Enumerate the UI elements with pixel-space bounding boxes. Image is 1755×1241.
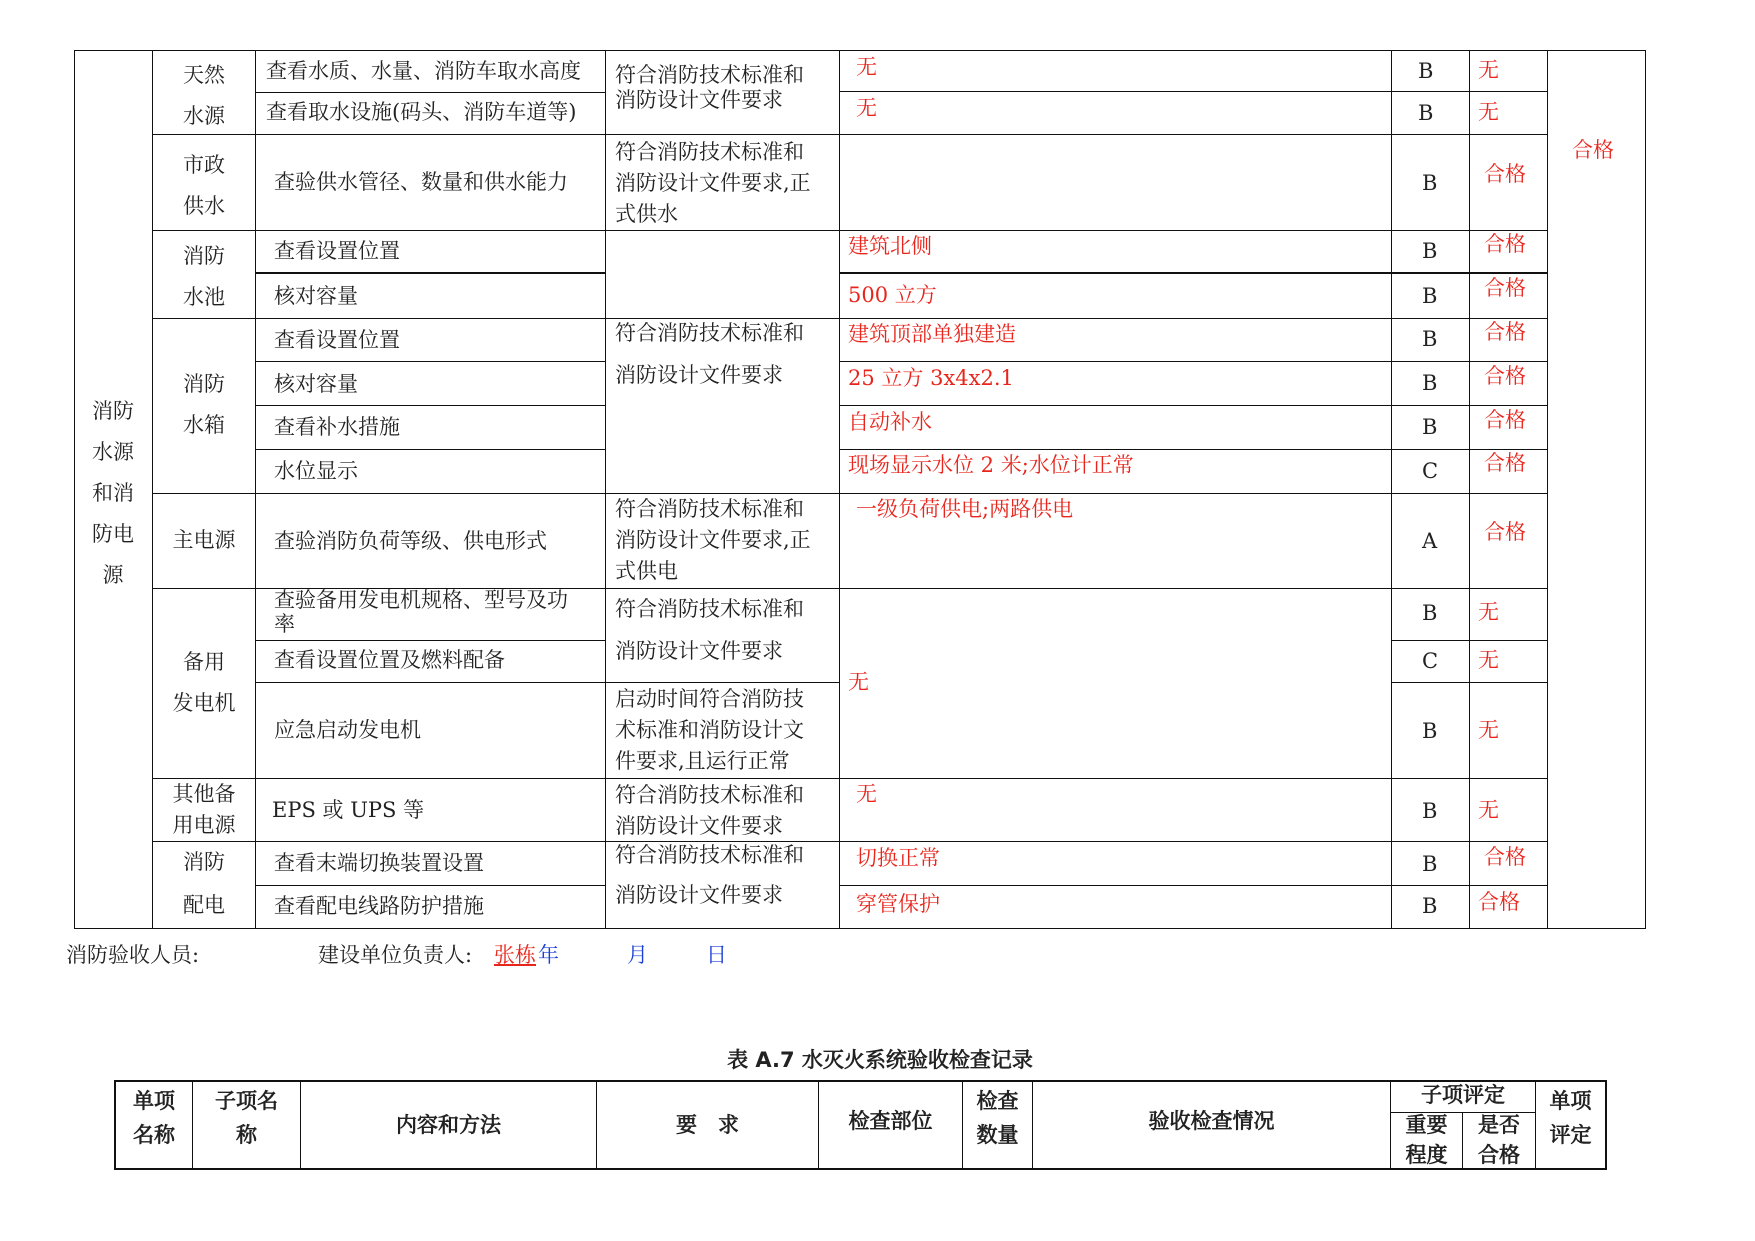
grade-cell: B: [1422, 415, 1438, 439]
requirement-cell: 符合消防技术标准和 消防设计文件要求,正 式供电: [615, 497, 811, 583]
method-cell: 查看水质、水量、消防车取水高度: [266, 59, 581, 83]
grade-cell: B: [1422, 601, 1438, 625]
method-cell: 查看设置位置: [274, 328, 400, 352]
grade-cell: B: [1422, 239, 1438, 263]
method-cell: 应急启动发电机: [274, 718, 421, 742]
requirement-cell: 符合消防技术标准和 消防设计文件要求: [615, 321, 804, 387]
header-content-method: 内容和方法: [396, 1113, 501, 1137]
result-cell: 合格: [1484, 320, 1526, 344]
grade-cell: C: [1422, 459, 1439, 483]
result-cell: 合格: [1484, 520, 1526, 544]
finding-cell: 建筑北侧: [848, 234, 932, 258]
result-cell: 无: [1478, 58, 1499, 82]
finding-cell: 穿管保护: [856, 892, 940, 916]
overall-result: 合格: [1572, 138, 1614, 162]
grade-cell: B: [1422, 327, 1438, 351]
finding-cell: 一级负荷供电;两路供电: [856, 497, 1074, 521]
group-fire-tank: 消防 水箱: [183, 372, 225, 437]
result-cell: 无: [1478, 600, 1499, 624]
header-item-eval: 单项 评定: [1549, 1089, 1592, 1147]
finding-cell: 切换正常: [856, 846, 940, 870]
table-a7-title: 表 A.7 水灭火系统验收检查记录: [727, 1048, 1033, 1072]
inspector-label: 消防验收人员:: [66, 943, 200, 967]
grade-cell: B: [1418, 59, 1434, 83]
header-sub-eval: 子项评定: [1421, 1083, 1505, 1107]
finding-cell: 无: [856, 782, 877, 806]
group-fire-pool: 消防 水池: [183, 244, 225, 309]
group-municipal: 市政 供水: [183, 153, 225, 218]
requirement-cell: 启动时间符合消防技 术标准和消防设计文 件要求,且运行正常: [615, 687, 804, 773]
method-cell: 核对容量: [274, 284, 358, 308]
method-cell: 查看配电线路防护措施: [274, 894, 484, 918]
header-importance: 重要 程度: [1405, 1113, 1448, 1167]
finding-cell: 500 立方: [848, 283, 937, 307]
method-cell: 查验消防负荷等级、供电形式: [274, 529, 547, 553]
grade-cell: C: [1422, 649, 1439, 673]
method-cell: 水位显示: [274, 459, 358, 483]
owner-label: 建设单位负责人:: [318, 943, 473, 967]
grade-cell: B: [1422, 852, 1438, 876]
requirement-cell: 符合消防技术标准和 消防设计文件要求: [615, 843, 804, 907]
grade-cell: B: [1422, 171, 1438, 195]
group-other-power: 其他备 用电源: [172, 782, 236, 837]
result-cell: 合格: [1478, 890, 1520, 914]
finding-cell: 无: [856, 96, 877, 120]
method-cell: 查看补水措施: [274, 415, 400, 439]
requirement-cell: 符合消防技术标准和 消防设计文件要求,正 式供水: [615, 140, 811, 226]
result-cell: 合格: [1484, 232, 1526, 256]
header-inspect-part: 检查部位: [848, 1109, 933, 1133]
group-distribution: 消防 配电: [183, 850, 225, 917]
result-cell: 无: [1478, 798, 1499, 822]
method-cell: 查看取水设施(码头、消防车道等): [266, 100, 577, 124]
finding-cell: 无: [856, 55, 877, 79]
method-cell: 查看设置位置及燃料配备: [274, 648, 505, 672]
year-label: 年: [538, 943, 559, 967]
owner-name: 张栋: [494, 943, 536, 967]
finding-cell: 建筑顶部单独建造: [848, 322, 1016, 346]
grade-cell: B: [1418, 101, 1434, 125]
result-cell: 合格: [1484, 845, 1526, 869]
header-inspect-status: 验收检查情况: [1148, 1109, 1275, 1133]
group-main-power: 主电源: [172, 528, 236, 552]
day-label: 日: [706, 943, 727, 967]
header-qualified: 是否 合格: [1478, 1113, 1520, 1167]
requirement-cell: 符合消防技术标准和 消防设计文件要求: [615, 783, 804, 838]
category-label: 消防 水源 和消 防电 源: [92, 399, 134, 587]
finding-cell: 自动补水: [848, 410, 932, 434]
method-cell: 查看设置位置: [274, 239, 400, 263]
grade-cell: B: [1422, 284, 1438, 308]
requirement-cell: 符合消防技术标准和 消防设计文件要求: [615, 63, 804, 112]
result-cell: 合格: [1484, 364, 1526, 388]
result-cell: 无: [1478, 718, 1499, 742]
method-cell: 查看末端切换装置设置: [274, 851, 484, 875]
grade-cell: B: [1422, 719, 1438, 743]
header-item-name: 单项 名称: [133, 1089, 175, 1147]
header-requirement: 要 求: [676, 1113, 739, 1137]
result-cell: 合格: [1484, 276, 1526, 300]
result-cell: 无: [1478, 648, 1499, 672]
result-cell: 合格: [1484, 162, 1526, 186]
result-cell: 合格: [1484, 408, 1526, 432]
method-cell: 查验供水管径、数量和供水能力: [274, 170, 568, 194]
header-sub-item-name: 子项名 称: [215, 1089, 278, 1147]
group-natural-water: 天然 水源: [183, 63, 225, 128]
finding-cell: 无: [848, 670, 869, 694]
result-cell: 合格: [1484, 451, 1526, 475]
header-inspect-count: 检查 数量: [976, 1089, 1019, 1147]
method-cell: EPS 或 UPS 等: [272, 798, 425, 822]
month-label: 月: [627, 943, 648, 967]
grade-cell: B: [1422, 799, 1438, 823]
grade-cell: A: [1422, 529, 1438, 553]
method-cell: 核对容量: [274, 372, 358, 396]
finding-cell: 现场显示水位 2 米;水位计正常: [848, 453, 1134, 477]
requirement-cell: 符合消防技术标准和 消防设计文件要求: [615, 597, 804, 663]
result-cell: 无: [1478, 100, 1499, 124]
group-backup-generator: 备用 发电机: [172, 650, 236, 715]
finding-cell: 25 立方 3x4x2.1: [848, 366, 1014, 390]
method-cell: 查验备用发电机规格、型号及功 率: [274, 588, 568, 636]
grade-cell: B: [1422, 371, 1438, 395]
grade-cell: B: [1422, 894, 1438, 918]
